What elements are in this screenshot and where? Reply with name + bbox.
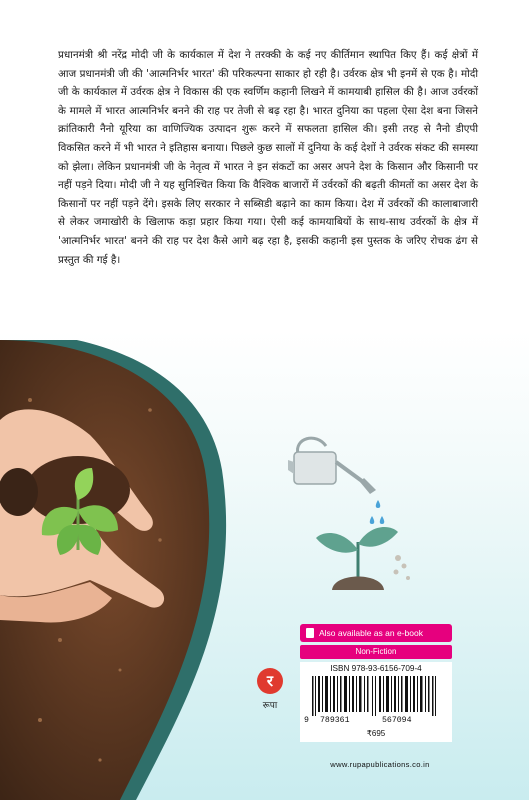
isbn-barcode-block [300, 662, 452, 742]
barcode-group-2: 567094 [382, 716, 412, 725]
barcode-bars [306, 676, 446, 716]
hands-soil-plant-illustration [0, 340, 240, 800]
publisher-logo: र [257, 668, 283, 694]
ebook-label: Also available as an e-book [319, 628, 423, 638]
sprout-icon [316, 527, 410, 590]
watering-can-sprout-illustration [286, 432, 426, 606]
ebook-icon [306, 628, 314, 638]
price: ₹695 [366, 729, 386, 738]
watering-can-icon [288, 438, 376, 494]
back-cover-blurb: प्रधानमंत्री श्री नरेंद्र मोदी जी के कार्यकाल में देश ने तरक्की के कई नए कीर्तिमान स्थापित किए हैं। कई क्षेत्रों में आज प्रधानमंत्री जी की 'आत्मनिर्भर भारत' की परिकल्पना साकार हो रही है। उर्वरक क्षेत्र भी इनमें से एक है। मोदी जी के कार्यकाल में उर्वरक क्षेत्र ने विकास की एक स्वर्णिम कहानी लिखने में कामयाबी हासिल की है। आज उर्वरकों के मामले में भारत आत्मनिर्भर बनने की राह पर तेजी से बढ़ रहा है। भारत दुनिया का पहला ऐसा देश बना जिसने क्रांतिकारी नैनो यूरिया का वाणिज्यिक उत्पादन शुरू करने में सफलता हासिल की। इसी तरह से नैनो डीएपी विकसित करने में भी भारत ने इतिहास बनाया। पिछले कुछ सालों में दुनिया के कई देशों ने उर्वरक संकट की समस्या को झेला। लेकिन प्रधानमंत्री जी के नेतृत्व में भारत ने इन संकटों का असर अपने देश के किसान और किसानी पर नहीं पड़ने दिया। मोदी जी ने यह सुनिश्चित किया कि वैश्विक बाजारों में उर्वरकों की बढ़ती कीमतों का असर देश के किसानों पर नहीं पड़ने देंगे। इसके लिए सरकार ने सब्सिडी बढ़ाने का काम किया। देश में उर्वरकों की कालाबाजारी से लेकर जमाखोरी के खिलाफ कड़ा प्रहार किया गया। ऐसी कई कामयाबियों के साथ-साथ उर्वरकों के क्षेत्र में 'आत्मनिर्भर भारत' बनने की राह पर देश कैसे आगे बढ़ रहा है, इसकी कहानी इस पुस्तक के जरिए रोचक ढंग से प्रस्तुत की गई है। [58, 49, 478, 266]
ebook-available-badge [300, 624, 452, 642]
genre-label: Non-Fiction [300, 645, 452, 659]
barcode-lead-digit: 9 [304, 716, 309, 725]
publisher-name: रूपा [262, 701, 278, 711]
publisher-website: www.rupapublications.co.in [330, 760, 430, 769]
barcode-group-1: 789361 [320, 716, 350, 725]
isbn-text: ISBN 978-93-6156-709-4 [330, 664, 422, 673]
